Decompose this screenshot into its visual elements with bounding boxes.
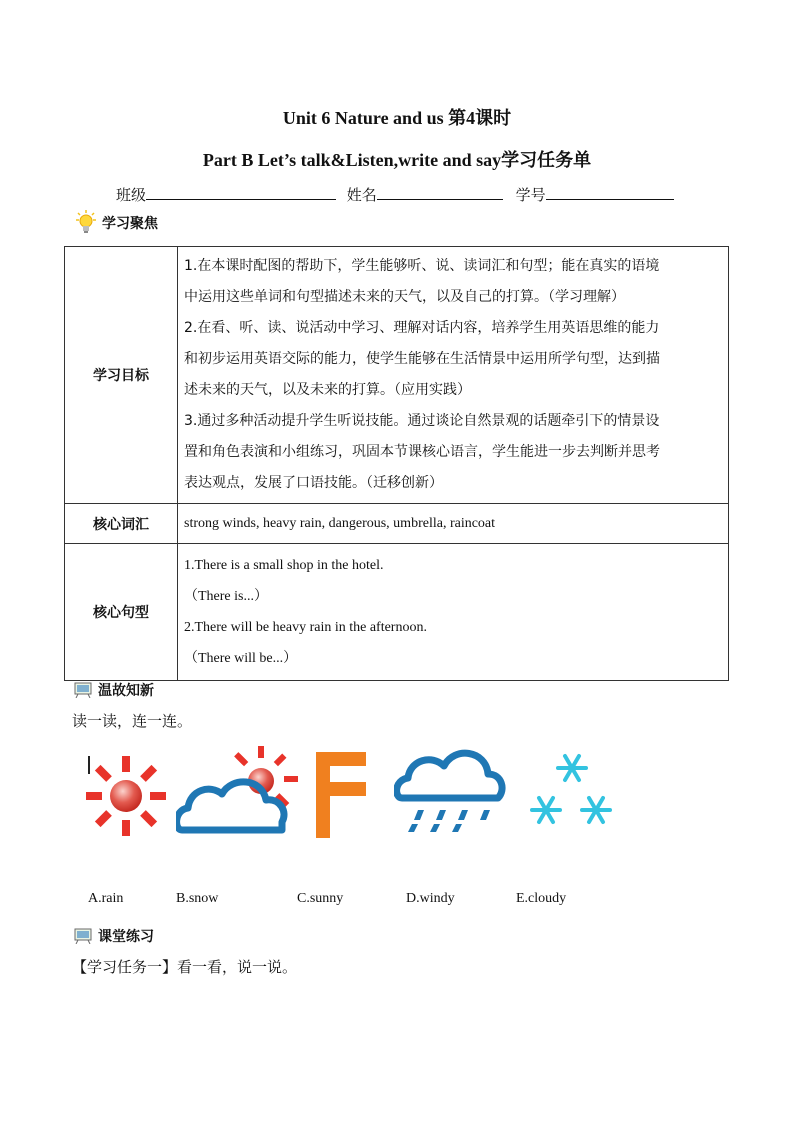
practice-heading-label: 课堂练习: [98, 929, 154, 945]
task-one-instruction: 【学习任务一】看一看，说一说。: [72, 958, 298, 976]
student-info-row: [116, 184, 674, 205]
goal-line: 和初步运用英语交际的能力，使学生能够在生活情景中运用所学句型，达到描: [184, 351, 660, 367]
sentences-content: [178, 544, 729, 681]
sentences-label: 核心句型: [65, 544, 178, 681]
goal-line: 1.在本课时配图的帮助下，学生能够听、说、读词汇和句型；能在真实的语境: [184, 258, 660, 274]
number-label: 学号: [515, 186, 546, 204]
option-snow: B.snow: [176, 891, 219, 906]
table-row-goals: [65, 247, 729, 504]
class-label: 班级: [116, 186, 147, 204]
vocabulary-content: strong winds, heavy rain, dangerous, umbrella, raincoat: [178, 504, 729, 544]
learning-focus-table: [64, 246, 729, 681]
goal-line: 置和角色表演和小组练习，巩固本节课核心语言，学生能进一步去判断并思考: [184, 444, 660, 460]
page-title-lesson: Part B Let’s talk&Listen,write and say学习任务单: [202, 150, 592, 170]
goal-line: 2.在看、听、读、说活动中学习、理解对话内容，培养学生用英语思维的能力: [184, 320, 660, 336]
review-instruction: 读一读，连一连。: [72, 712, 193, 730]
weather-images: [84, 742, 624, 842]
sentence-line: （There is...）: [184, 589, 268, 604]
option-windy: D.windy: [406, 891, 455, 906]
rain-cloud-icon: [394, 744, 506, 834]
option-rain: A.rain: [88, 891, 124, 906]
class-blank[interactable]: [146, 185, 336, 200]
review-heading: [74, 680, 154, 700]
goals-content: [178, 247, 729, 504]
review-heading-label: 温故知新: [98, 683, 154, 699]
goal-line: 表达观点，发展了口语技能。（迁移创新）: [184, 475, 443, 491]
page-title-unit: Unit 6 Nature and us 第4课时: [282, 108, 512, 128]
number-blank[interactable]: [546, 185, 674, 200]
sentence-line: 2.There will be heavy rain in the afternoon.: [184, 620, 427, 635]
option-sunny: C.sunny: [297, 891, 344, 906]
option-cloudy: E.cloudy: [516, 891, 567, 906]
goal-line: 中运用这些单词和句型描述未来的天气，以及自己的打算。（学习理解）: [184, 289, 625, 305]
wind-icon: [316, 752, 368, 838]
board-icon: [74, 928, 92, 944]
name-blank[interactable]: [377, 185, 503, 200]
name-label: 姓名: [346, 186, 377, 204]
goals-label: 学习目标: [65, 247, 178, 504]
focus-heading: [76, 210, 158, 236]
practice-heading: [74, 926, 154, 946]
table-row-vocabulary: [65, 504, 729, 544]
sun-cloud-icon: [176, 746, 302, 838]
sun-icon: [84, 754, 168, 838]
board-icon: [74, 682, 92, 698]
sentence-line: 1.There is a small shop in the hotel.: [184, 558, 384, 573]
goal-line: 3.通过多种活动提升学生听说技能。通过谈论自然景观的话题牵引下的情景设: [184, 413, 660, 429]
vocabulary-label: 核心词汇: [65, 504, 178, 544]
sentence-line: （There will be...）: [184, 651, 298, 666]
snow-icon: [526, 748, 616, 832]
goal-line: 述未来的天气，以及未来的打算。（应用实践）: [184, 382, 471, 398]
table-row-sentences: [65, 544, 729, 681]
focus-heading-label: 学习聚焦: [102, 216, 158, 232]
lightbulb-icon: [76, 210, 96, 236]
